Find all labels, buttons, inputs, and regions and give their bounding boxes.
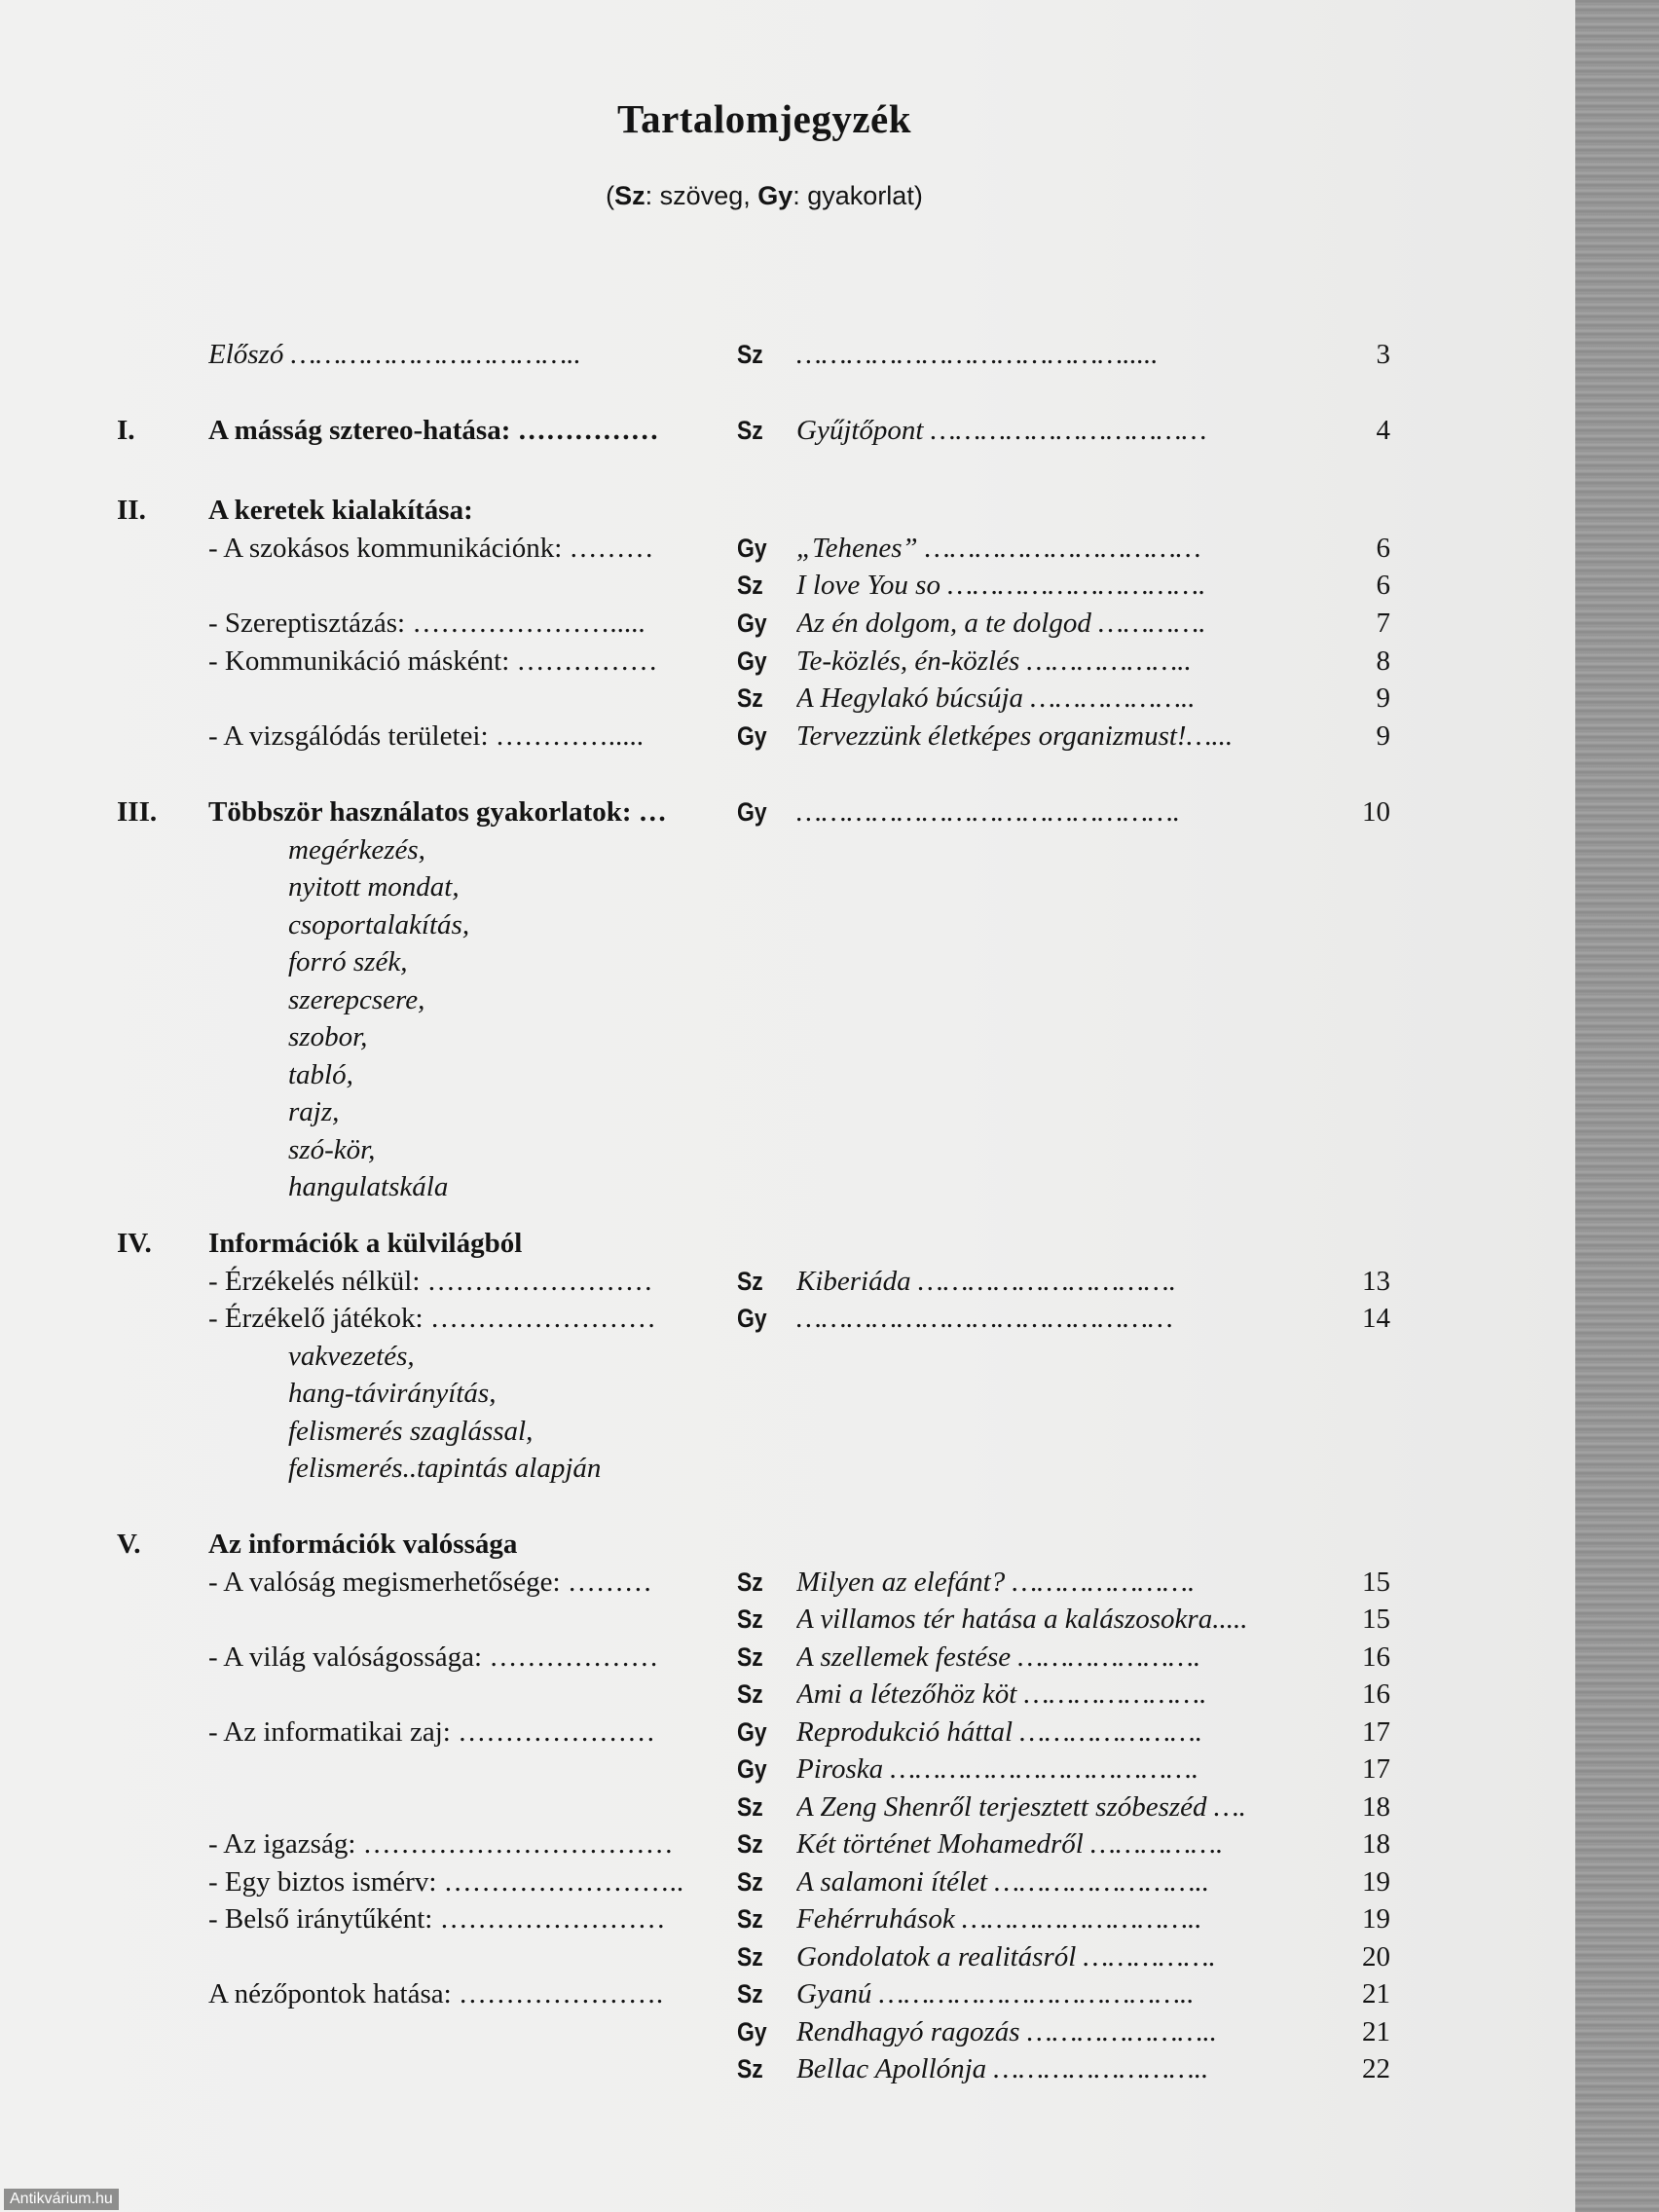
toc-entry: [0, 1093, 1575, 1130]
toc-entry: [0, 1900, 1575, 1937]
entry-title: csoportalakítás,: [288, 906, 794, 943]
entry-title: felismerés..tapintás alapján: [288, 1450, 794, 1487]
section-number: III.: [117, 796, 158, 828]
legend-gy-abbr: Gy: [757, 181, 793, 210]
entry-title: A nézőpontok hatása: ………………….: [208, 1978, 664, 2009]
entry-piece-title: Milyen az elefánt? ………………….: [796, 1567, 1196, 1598]
entry-piece-title: Piroska ……………………………….: [796, 1753, 1199, 1785]
toc-entry: [0, 1639, 1575, 1676]
toc-entry: [0, 530, 1575, 567]
entry-title: - Szereptisztázás: ………………….....: [208, 608, 645, 639]
entry-piece-title: Bellac Apollónja ……………………..: [796, 2053, 1209, 2084]
toc-entry: [0, 1018, 1575, 1055]
toc-entry: [0, 868, 1575, 905]
toc-entry: [0, 981, 1575, 1018]
entry-type: Sz: [737, 1867, 763, 1897]
entry-piece-title: ………………………………………: [796, 1303, 1173, 1334]
entry-piece-title: ………………………………….....: [796, 339, 1159, 370]
entry-type: Sz: [737, 1904, 763, 1934]
entry-type: Gy: [737, 1754, 767, 1784]
page-number: 4: [1376, 415, 1390, 446]
toc-entry: [0, 943, 1575, 980]
toc-entry: [0, 492, 1575, 529]
page-number: 22: [1362, 2053, 1390, 2084]
page-number: 10: [1362, 796, 1390, 828]
entry-type: Sz: [737, 1267, 763, 1296]
toc-entry: [0, 793, 1575, 830]
entry-title: Többször használatos gyakorlatok: …: [208, 796, 667, 828]
entry-type: Gy: [737, 797, 767, 827]
section-number: IV.: [117, 1228, 152, 1259]
entry-title: - A szokásos kommunikációnk: ………: [208, 533, 654, 564]
page-number: 9: [1376, 720, 1390, 752]
toc-entry: [0, 1751, 1575, 1788]
entry-type: Sz: [737, 1567, 763, 1597]
entry-title: - A világ valóságossága: ………………: [208, 1641, 659, 1673]
toc-entry: [0, 1225, 1575, 1262]
toc-entry: [0, 1975, 1575, 2012]
toc-entry: [0, 1056, 1575, 1093]
entry-title: szerepcsere,: [288, 981, 794, 1018]
entry-type: Gy: [737, 1304, 767, 1333]
section-number: I.: [117, 415, 135, 446]
entry-piece-title: I love You so ………………………….: [796, 570, 1206, 601]
entry-title: vakvezetés,: [288, 1338, 794, 1375]
entry-title: Előszó ……………………………..: [208, 339, 581, 370]
entry-piece-title: Te-közlés, én-közlés ………………..: [796, 645, 1192, 677]
page-number: 17: [1362, 1753, 1390, 1785]
entry-type: Sz: [737, 1792, 763, 1822]
page-number: 7: [1376, 608, 1390, 639]
entry-title: tabló,: [288, 1056, 794, 1093]
entry-title: - Belső iránytűként: ……………………: [208, 1903, 666, 1935]
entry-piece-title: Fehérruhások ………………………..: [796, 1903, 1202, 1935]
page-number: 3: [1376, 339, 1390, 370]
toc-entry: [0, 1375, 1575, 1412]
toc-entry: [0, 906, 1575, 943]
entry-title: - A vizsgálódás területei: ………….....: [208, 720, 645, 752]
toc-entry: [0, 1863, 1575, 1900]
page-number: 15: [1362, 1604, 1390, 1635]
entry-type: Gy: [737, 2017, 767, 2046]
page-number: 9: [1376, 682, 1390, 714]
toc-entry: [0, 1131, 1575, 1168]
toc-entry: [0, 831, 1575, 868]
entry-title: hang-távirányítás,: [288, 1375, 794, 1412]
entry-piece-title: A villamos tér hatása a kalászosokra.....: [796, 1604, 1248, 1635]
toc-entry: [0, 1450, 1575, 1487]
toc-entry: [0, 718, 1575, 755]
entry-piece-title: Kiberiáda ………………………….: [796, 1266, 1176, 1297]
toc-entry: [0, 2013, 1575, 2050]
page-number: 20: [1362, 1941, 1390, 1972]
toc-entry: [0, 1338, 1575, 1375]
page-title: Tartalomjegyzék: [616, 96, 912, 141]
page-number: 21: [1362, 1978, 1390, 2009]
entry-title: - A valóság megismerhetősége: ………: [208, 1567, 652, 1598]
entry-title: felismerés szaglással,: [288, 1413, 794, 1450]
legend-sz-abbr: Sz: [614, 181, 645, 210]
entry-type: Sz: [737, 340, 763, 369]
toc-entry: [0, 1788, 1575, 1825]
entry-title: Információk a külvilágból: [208, 1228, 523, 1259]
page-number: 6: [1376, 533, 1390, 564]
toc-entry: [0, 2050, 1575, 2087]
entry-type: Sz: [737, 1642, 763, 1672]
entry-type: Sz: [737, 1979, 763, 2009]
toc-entry: [0, 336, 1575, 373]
toc-entry: [0, 567, 1575, 604]
toc-entry: [0, 605, 1575, 642]
entry-type: Gy: [737, 534, 767, 563]
page-number: 13: [1362, 1266, 1390, 1297]
entry-piece-title: Reprodukció háttal ………………….: [796, 1716, 1203, 1748]
toc-entry: [0, 1938, 1575, 1975]
section-number: V.: [117, 1529, 141, 1560]
entry-title: hangulatskála: [288, 1168, 794, 1205]
entry-type: Sz: [737, 1942, 763, 1972]
page-number: 18: [1362, 1828, 1390, 1860]
entry-piece-title: Rendhagyó ragozás …………………..: [796, 2016, 1217, 2047]
page-number: 8: [1376, 645, 1390, 677]
entry-title: megérkezés,: [288, 831, 794, 868]
entry-piece-title: ……………………………………….: [796, 796, 1181, 828]
entry-piece-title: Tervezzünk életképes organizmust!…...: [796, 720, 1234, 752]
entry-title: szó-kör,: [288, 1131, 794, 1168]
entry-title: A keretek kialakítása:: [208, 495, 473, 526]
entry-title: - Kommunikáció másként: ……………: [208, 645, 658, 677]
legend-open: (: [606, 181, 615, 210]
legend-sz-desc: : szöveg,: [645, 181, 758, 210]
entry-piece-title: Gyűjtőpont ……………………………: [796, 415, 1207, 446]
entry-title: rajz,: [288, 1093, 794, 1130]
entry-piece-title: A salamoni ítélet ……………………..: [796, 1866, 1210, 1898]
toc-entry: [0, 680, 1575, 717]
section-number: II.: [117, 495, 146, 526]
entry-title: - Érzékelés nélkül: ……………………: [208, 1266, 653, 1297]
page-number: 16: [1362, 1641, 1390, 1673]
entry-piece-title: „Tehenes” ……………………………: [796, 533, 1201, 564]
toc-entry: [0, 1300, 1575, 1337]
toc-entry: [0, 1526, 1575, 1563]
toc-entry: [0, 1601, 1575, 1638]
entry-type: Sz: [737, 683, 763, 713]
page-number: 15: [1362, 1567, 1390, 1598]
entry-title: Az információk valóssága: [208, 1529, 518, 1560]
page-number: 17: [1362, 1716, 1390, 1748]
toc-entry: [0, 1564, 1575, 1601]
entry-type: Sz: [737, 1829, 763, 1859]
toc-entry: [0, 412, 1575, 449]
entry-title: - Érzékelő játékok: ……………………: [208, 1303, 656, 1334]
entry-type: Sz: [737, 1604, 763, 1634]
toc-entry: [0, 643, 1575, 680]
page-number: 16: [1362, 1678, 1390, 1710]
entry-type: Sz: [737, 571, 763, 600]
entry-piece-title: Ami a létezőhöz köt ………………….: [796, 1678, 1207, 1710]
page-number: 18: [1362, 1791, 1390, 1823]
entry-piece-title: A Hegylakó búcsúja ………………..: [796, 682, 1196, 714]
entry-title: - Egy biztos ismérv: ……………………..: [208, 1866, 684, 1898]
entry-title: forró szék,: [288, 943, 794, 980]
toc-entry: [0, 1413, 1575, 1450]
entry-type: Sz: [737, 416, 763, 445]
entry-piece-title: Az én dolgom, a te dolgod ………….: [796, 608, 1206, 639]
entry-piece-title: A Zeng Shenről terjesztett szóbeszéd ….: [796, 1791, 1246, 1823]
page-number: 19: [1362, 1866, 1390, 1898]
entry-title: szobor,: [288, 1018, 794, 1055]
page-edge-background: [1575, 0, 1659, 2212]
toc-entry: [0, 1168, 1575, 1205]
entry-piece-title: Gyanú ………………………………..: [796, 1978, 1195, 2009]
page-number: 6: [1376, 570, 1390, 601]
entry-piece-title: Gondolatok a realitásról …………….: [796, 1941, 1216, 1972]
toc-entry: [0, 1825, 1575, 1862]
entry-title: A másság sztereo-hatása: ……………: [208, 415, 659, 446]
toc-entry: [0, 1714, 1575, 1751]
entry-piece-title: A szellemek festése ………………….: [796, 1641, 1201, 1673]
entry-type: Gy: [737, 721, 767, 751]
legend-gy-desc: : gyakorlat): [793, 181, 923, 210]
entry-title: - Az informatikai zaj: …………………: [208, 1716, 656, 1748]
page-number: 21: [1362, 2016, 1390, 2047]
entry-type: Gy: [737, 608, 767, 638]
entry-type: Sz: [737, 2054, 763, 2083]
entry-title: - Az igazság: ……………………………: [208, 1828, 674, 1860]
entry-type: Gy: [737, 1717, 767, 1747]
entry-title: nyitott mondat,: [288, 868, 794, 905]
entry-type: Sz: [737, 1679, 763, 1709]
toc-entry: [0, 1676, 1575, 1713]
watermark: Antikvárium.hu: [4, 2189, 119, 2210]
page-number: 19: [1362, 1903, 1390, 1935]
entry-piece-title: Két történet Mohamedről …………….: [796, 1828, 1224, 1860]
page-number: 14: [1362, 1303, 1390, 1334]
entry-type: Gy: [737, 646, 767, 676]
toc-entry: [0, 1263, 1575, 1300]
